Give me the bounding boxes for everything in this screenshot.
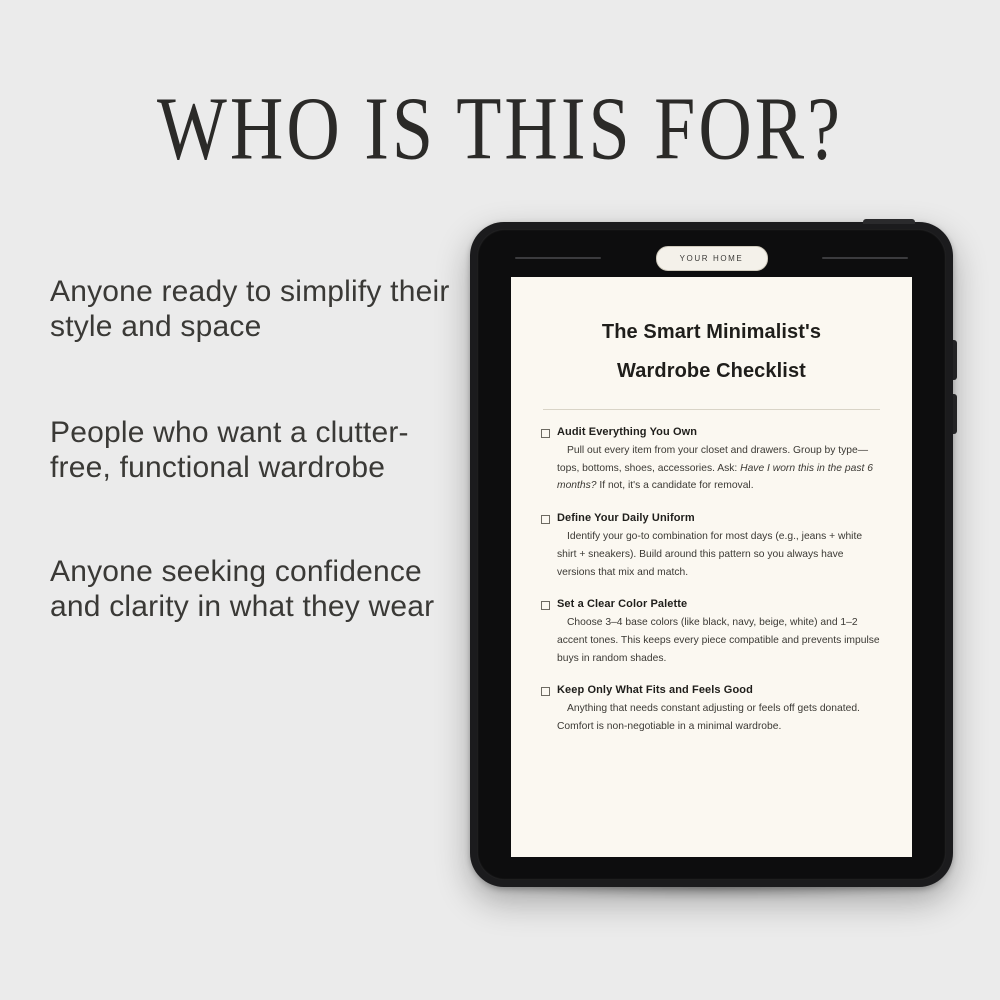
checklist-item-body: Anything that needs constant adjusting or feels off gets donated. Comfort is non-negotiable in a minimal wardrobe.	[557, 703, 860, 733]
checklist-item-body	[557, 442, 882, 495]
checklist-item	[541, 598, 882, 667]
device-top-strip	[511, 246, 912, 270]
checklist-document	[511, 277, 912, 857]
checklist-item	[541, 426, 882, 495]
checklist-item	[541, 512, 882, 581]
list-item: People who want a clutter-free, functional wardrobe	[50, 416, 409, 484]
list-item: Anyone ready to simplify their style and space	[50, 275, 450, 343]
decorative-line-right	[822, 257, 908, 259]
volume-down-button[interactable]	[953, 394, 957, 434]
decorative-line-left	[515, 257, 601, 259]
tablet-screen[interactable]	[511, 277, 912, 857]
checklist-item-title: Audit Everything You Own	[557, 426, 698, 438]
checklist-item-title: Keep Only What Fits and Feels Good	[557, 684, 753, 697]
document-title-line-2: Wardrobe Checklist	[617, 360, 806, 382]
checkbox-icon[interactable]	[541, 429, 550, 438]
tablet-device	[470, 222, 953, 887]
checklist-item-header	[541, 426, 882, 438]
checkbox-icon[interactable]	[541, 687, 550, 696]
checklist-item-body: Choose 3–4 base colors (like black, navy, beige, white) and 1–2 accent tones. This keeps every piece compatible and prevents impulse buys in random shades.	[557, 617, 880, 664]
checklist-item	[541, 684, 882, 735]
list-item: Anyone seeking confidence and clarity in what they wear	[50, 555, 435, 623]
checkbox-icon[interactable]	[541, 515, 550, 524]
body-text: Pull out every item from your closet and drawers. Group by type—tops, bottoms, shoes, accessories. Ask:	[557, 445, 869, 474]
checkbox-icon[interactable]	[541, 601, 550, 610]
checklist-item-header	[541, 598, 882, 610]
checklist-item-title: Define Your Daily Uniform	[557, 512, 695, 525]
power-button[interactable]	[863, 219, 915, 224]
home-badge: YOUR HOME	[656, 246, 768, 271]
checklist-item-body: Identify your go-to combination for most days (e.g., jeans + white shirt + sneakers). Build around this pattern so you always have versions that mix and match.	[557, 531, 863, 578]
checklist-item-header	[541, 684, 882, 696]
volume-up-button[interactable]	[953, 340, 957, 380]
body-text-cont: If not, it's a candidate for removal.	[596, 480, 754, 492]
page-title: WHO IS THIS FOR?	[157, 79, 843, 180]
checklist-item-header	[541, 512, 882, 524]
divider	[543, 409, 880, 410]
document-title	[541, 313, 882, 391]
document-title-line-1: The Smart Minimalist's	[601, 321, 822, 343]
benefit-list	[50, 275, 450, 696]
checklist-item-title: Set a Clear Color Palette	[557, 598, 688, 611]
body-emphasis: Have I worn this in the past 6 months?	[557, 462, 873, 492]
